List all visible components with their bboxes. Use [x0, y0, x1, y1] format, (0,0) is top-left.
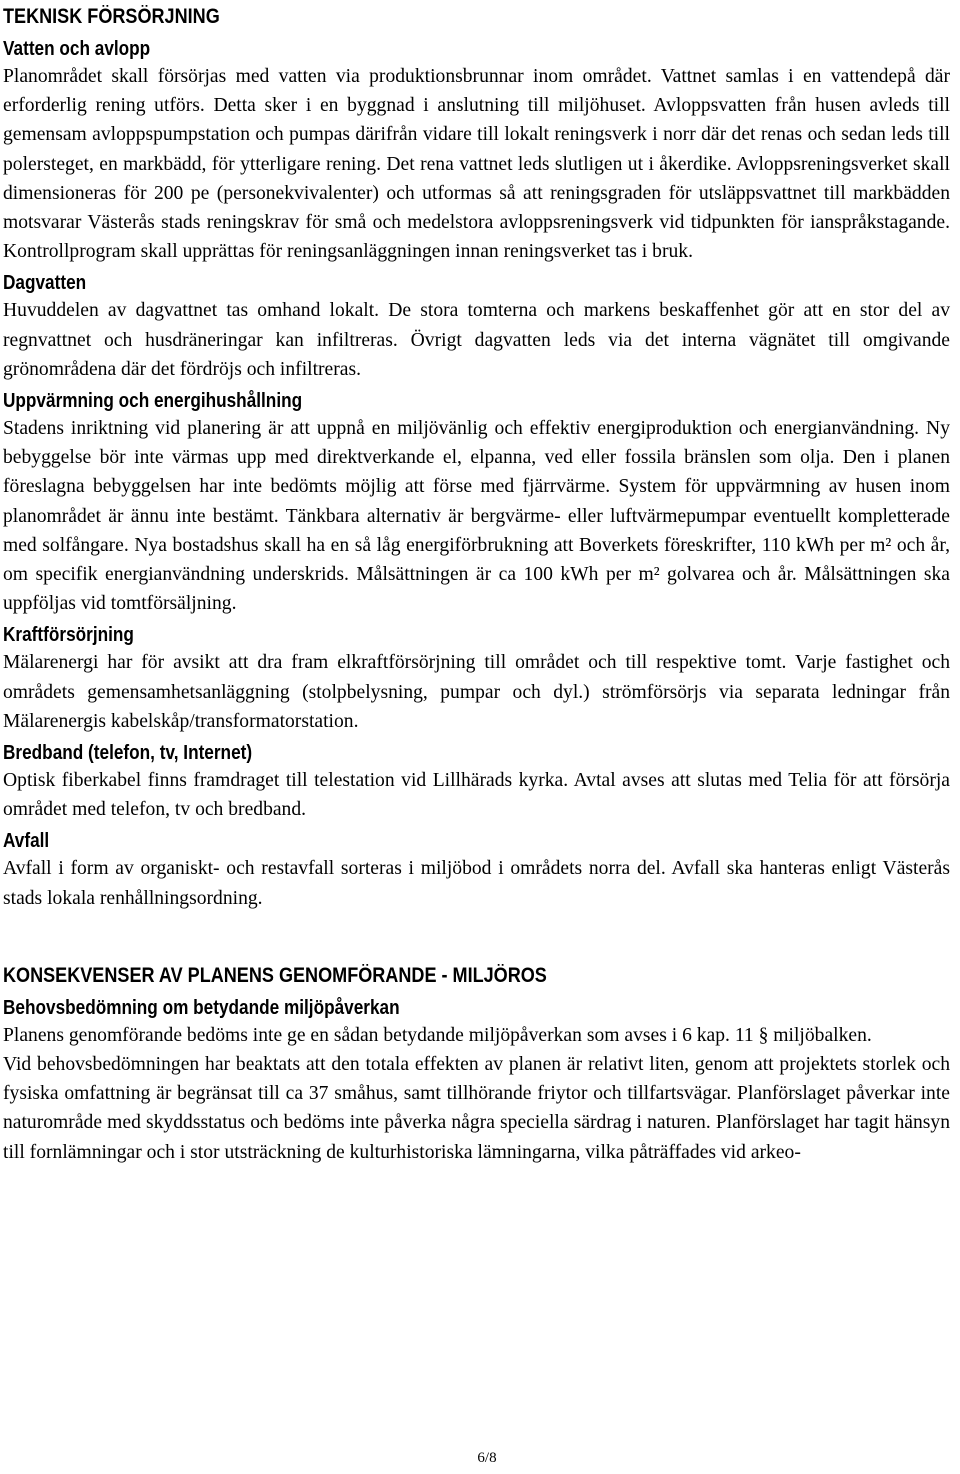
paragraph-needs-assessment-2: Vid behovsbedömningen har beaktats att den totala effekten av planen är relativt liten, genom att projektets storlek och fysiska omfattning är begränsat till ca 37 småhus, samt tillhörande friytor och tillfartsvägar. Planförslaget påverkar inte naturområde med skyddsstatus och bedöms inte påverka några speciella särdrag i naturen. Planförslaget har tagit hänsyn till fornlämningar och i stor utsträckning de kulturhistoriska lämningarna, vilka påträffades vid arkeo- [3, 1054, 950, 1163]
heading-water-sewage: Vatten och avlopp [3, 38, 151, 60]
heading-needs-assessment: Behovsbedömning om betydande miljöpåverkan [3, 996, 400, 1019]
paragraph-heating-energy: Stadens inriktning vid planering är att uppnå en miljövänlig och effektiv energiproduktion och energianvändning. Ny bebyggelse bör inte värmas upp med direktverkande el, elpanna, ved eller fossila bränslen som olja. Den i planen föreslagna bebyggelsen har inte bedömts möjlig att förse med fjärrvärme. System för uppvärmning av husen inom planområdet är ännu inte bestämt. Tänkbara alternativ är bergvärme- eller luftvärmepumpar eventuellt kompletterade med solfångare. Nya bostadshus skall ha en så låg energiförbrukning att Boverkets föreskrifter, 110 kWh per m² och år, om specifik energianvändning underskrids. Målsättningen är ca 100 kWh per m² golvarea och år. Målsättningen ska uppföljas vid tomtförsäljning. [3, 418, 950, 615]
paragraph-stormwater: Huvuddelen av dagvattnet tas omhand lokalt. De stora tomterna och markens beskaffenhet gör att en stor del av regnvattnet och husdräneringar kan infiltreras. Övrigt dagvatten leds via det interna vägnätet till omgivande grönområdena där det fördröjs och infiltreras. [3, 300, 950, 380]
heading-heating-energy: Uppvärmning och energihushållning [3, 390, 303, 413]
paragraph-needs-assessment-1: Planens genomförande bedöms inte ge en sådan betydande miljöpåverkan som avses i 6 kap. 11 § miljöbalken. [3, 1024, 872, 1046]
heading-power-supply: Kraftförsörjning [3, 624, 134, 647]
paragraph-water-sewage: Planområdet skall försörjas med vatten via produktionsbrunnar inom området. Vattnet samlas i en vattendepå där erforderlig rening utförs. Detta sker i en byggnad i anslutning till miljöhuset. Avloppsvatten från husen avleds till gemensam avloppspumpstation och pumpas därifrån vidare till lokalt reningsverk i norr där det renas och sedan leds till polersteget, en markbädd, för ytterligare rening. Det rena vattnet leds slutligen ut i åkerdike. Avloppsreningsverket skall dimensioneras för 200 pe (personekvivalenter) och utformas så att reningsgraden för utsläppsvattnet till markbädden motsvarar Västerås stads reningskrav för små och medelstora avloppsreningsverk vid tidpunkten för ianspråkstagande. Kontrollprogram skall upprättas för reningsanläggningen innan reningsverket tas i bruk. [3, 66, 950, 263]
heading-waste: Avfall [3, 830, 50, 853]
paragraph-waste: Avfall i form av organiskt- och restavfall sorteras i miljöbod i områdets norra del. Avfall ska hanteras enligt Västerås stads lokala renhållningsordning. [3, 858, 950, 909]
paragraph-power-supply: Mälarenergi har för avsikt att dra fram elkraftförsörjning till området och till respektive tomt. Varje fastighet och områdets gemensamhetsanläggning (stolpbelysning, pumpar och dyl.) strömförsörjs via separata ledningar från Mälarenergis kabelskåp/transformatorstation. [3, 652, 950, 732]
heading-broadband: Bredband (telefon, tv, Internet) [3, 742, 253, 765]
heading-stormwater: Dagvatten [3, 272, 87, 295]
paragraph-broadband: Optisk fiberkabel finns framdraget till telestation vid Lillhärads kyrka. Avtal avses att slutas med Telia för att försörja området med telefon, tv och bredband. [3, 770, 950, 821]
page-number: 6/8 [477, 1450, 497, 1466]
section-title-consequences: KONSEKVENSER AV PLANENS GENOMFÖRANDE - MILJÖROS [3, 963, 547, 987]
section-title-technical-supply: TEKNISK FÖRSÖRJNING [3, 5, 220, 28]
